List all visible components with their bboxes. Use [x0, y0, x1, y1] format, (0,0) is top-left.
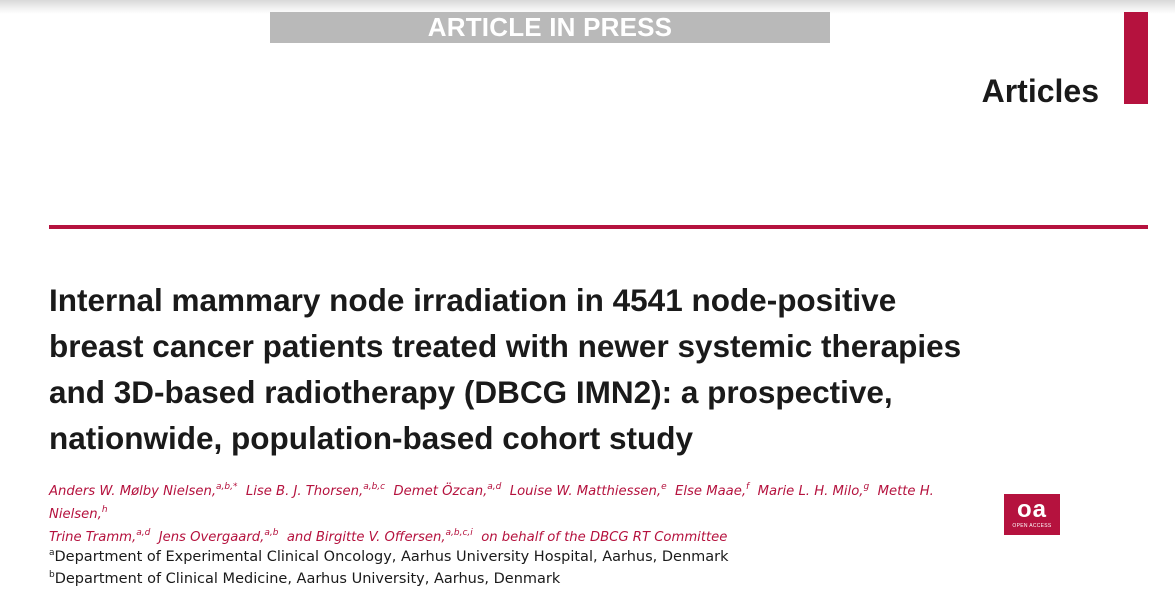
author-name[interactable]: Else Maae,: [675, 484, 747, 499]
author-affiliation-marker: h: [101, 505, 108, 515]
header-divider: [49, 225, 1148, 229]
author-affiliation-marker: a,b: [264, 528, 279, 538]
section-label: Articles: [981, 73, 1099, 109]
author-affiliation-marker: e: [661, 482, 667, 492]
author-name[interactable]: Jens Overgaard,: [158, 530, 265, 545]
author-list: [49, 480, 979, 549]
affiliation-text: Department of Clinical Medicine, Aarhus University, Aarhus, Denmark: [54, 571, 561, 587]
author-name[interactable]: Trine Tramm,: [49, 530, 137, 545]
author-name[interactable]: Anders W. Mølby Nielsen,: [49, 484, 217, 499]
author-affiliation-marker: f: [746, 482, 750, 492]
affiliation-item: [49, 547, 1049, 567]
author-affiliation-marker: a,d: [487, 482, 502, 492]
title-line: nationwide, population-based cohort study: [49, 420, 693, 456]
affiliation-text: Department of Experimental Clinical Oncology, Aarhus University Hospital, Aarhus, Denmark: [54, 549, 729, 565]
author-affiliation-marker: a,b,c,i: [445, 528, 473, 538]
affiliation-key: b: [49, 570, 55, 580]
author-name[interactable]: Marie L. H. Milo,: [757, 484, 864, 499]
author-affiliation-marker: a,b,c: [363, 482, 386, 492]
title-line: and 3D-based radiotherapy (DBCG IMN2): a prospective,: [49, 374, 893, 410]
author-affiliation-marker: g: [863, 482, 870, 492]
affiliation-key: a: [49, 548, 55, 558]
title-line: breast cancer patients treated with newer systemic therapies: [49, 328, 962, 364]
title-line: Internal mammary node irradiation in 4541 node-positive: [49, 282, 897, 318]
author-group-suffix: on behalf of the DBCG RT Committee: [481, 530, 728, 545]
author-affiliation-marker: a,d: [136, 528, 151, 538]
author-name[interactable]: Demet Özcan,: [393, 484, 488, 499]
author-name[interactable]: Lise B. J. Thorsen,: [245, 484, 364, 499]
author-name[interactable]: Mette H. Nielsen,: [49, 484, 934, 522]
affiliation-item: [49, 569, 1049, 589]
journal-color-tab: [1124, 12, 1148, 104]
open-access-badge[interactable]: [1004, 494, 1060, 535]
author-name[interactable]: Louise W. Matthiessen,: [509, 484, 662, 499]
article-in-press-banner: ARTICLE IN PRESS: [270, 12, 830, 43]
open-access-label: OPEN ACCESS: [1012, 523, 1052, 529]
author-affiliation-marker: a,b,*: [216, 482, 238, 492]
open-access-icon: oa: [1016, 496, 1047, 523]
article-title: [49, 277, 1009, 461]
author-name[interactable]: and Birgitte V. Offersen,: [286, 530, 446, 545]
